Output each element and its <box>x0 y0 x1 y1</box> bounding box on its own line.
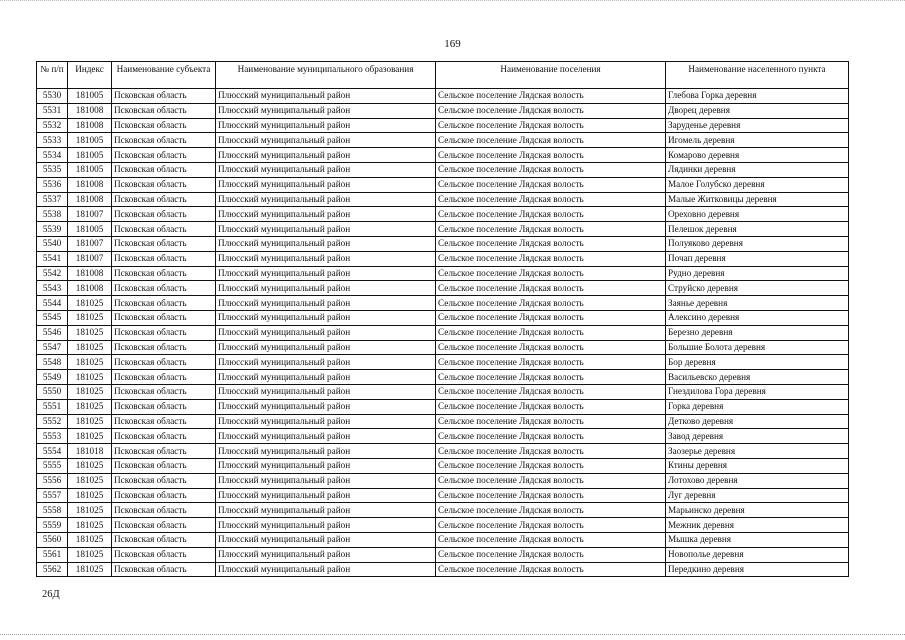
cell-settlement: Сельское поселение Лядская волость <box>436 89 666 104</box>
cell-locality: Комарово деревня <box>666 148 849 163</box>
cell-locality: Ктины деревня <box>666 458 849 473</box>
cell-num: 5544 <box>37 296 68 311</box>
cell-settlement: Сельское поселение Лядская волость <box>436 355 666 370</box>
cell-locality: Марьинско деревня <box>666 503 849 518</box>
cell-num: 5536 <box>37 177 68 192</box>
cell-settlement: Сельское поселение Лядская волость <box>436 473 666 488</box>
cell-settlement: Сельское поселение Лядская волость <box>436 162 666 177</box>
cell-municipality: Плюсский муниципальный район <box>216 547 436 562</box>
cell-settlement: Сельское поселение Лядская волость <box>436 118 666 133</box>
cell-locality: Почап деревня <box>666 251 849 266</box>
header-num-label: № п/п <box>40 64 64 74</box>
cell-num: 5533 <box>37 133 68 148</box>
cell-settlement: Сельское поселение Лядская волость <box>436 103 666 118</box>
cell-subject: Псковская область <box>112 89 216 104</box>
cell-index: 181008 <box>68 118 112 133</box>
cell-locality: Лотохово деревня <box>666 473 849 488</box>
cell-index: 181025 <box>68 562 112 577</box>
cell-settlement: Сельское поселение Лядская волость <box>436 547 666 562</box>
cell-settlement: Сельское поселение Лядская волость <box>436 414 666 429</box>
cell-municipality: Плюсский муниципальный район <box>216 162 436 177</box>
table-row <box>37 325 849 340</box>
cell-num: 5547 <box>37 340 68 355</box>
cell-index: 181007 <box>68 207 112 222</box>
cell-settlement: Сельское поселение Лядская волость <box>436 222 666 237</box>
cell-subject: Псковская область <box>112 133 216 148</box>
cell-index: 181025 <box>68 458 112 473</box>
cell-subject: Псковская область <box>112 222 216 237</box>
cell-municipality: Плюсский муниципальный район <box>216 266 436 281</box>
cell-subject: Псковская область <box>112 414 216 429</box>
table-row <box>37 266 849 281</box>
cell-index: 181018 <box>68 444 112 459</box>
cell-municipality: Плюсский муниципальный район <box>216 133 436 148</box>
cell-num: 5539 <box>37 222 68 237</box>
cell-municipality: Плюсский муниципальный район <box>216 370 436 385</box>
table-row <box>37 310 849 325</box>
cell-municipality: Плюсский муниципальный район <box>216 251 436 266</box>
cell-num: 5541 <box>37 251 68 266</box>
table-row <box>37 118 849 133</box>
cell-num: 5538 <box>37 207 68 222</box>
table-row <box>37 222 849 237</box>
header-subject-label: Наименование субъекта <box>116 64 211 74</box>
cell-subject: Псковская область <box>112 266 216 281</box>
cell-num: 5540 <box>37 236 68 251</box>
cell-settlement: Сельское поселение Лядская волость <box>436 133 666 148</box>
cell-municipality: Плюсский муниципальный район <box>216 192 436 207</box>
cell-subject: Псковская область <box>112 547 216 562</box>
table-row <box>37 296 849 311</box>
cell-subject: Псковская область <box>112 562 216 577</box>
cell-subject: Псковская область <box>112 118 216 133</box>
cell-index: 181008 <box>68 177 112 192</box>
cell-settlement: Сельское поселение Лядская волость <box>436 399 666 414</box>
cell-num: 5545 <box>37 310 68 325</box>
header-municipality: Наименование муниципального образования <box>216 62 436 89</box>
table-row <box>37 458 849 473</box>
cell-num: 5554 <box>37 444 68 459</box>
cell-settlement: Сельское поселение Лядская волость <box>436 562 666 577</box>
cell-municipality: Плюсский муниципальный район <box>216 325 436 340</box>
cell-subject: Псковская область <box>112 355 216 370</box>
cell-num: 5553 <box>37 429 68 444</box>
table-row <box>37 370 849 385</box>
table-row <box>37 444 849 459</box>
table-row <box>37 251 849 266</box>
cell-municipality: Плюсский муниципальный район <box>216 473 436 488</box>
table-row <box>37 177 849 192</box>
cell-municipality: Плюсский муниципальный район <box>216 177 436 192</box>
cell-settlement: Сельское поселение Лядская волость <box>436 340 666 355</box>
cell-subject: Псковская область <box>112 429 216 444</box>
cell-locality: Детково деревня <box>666 414 849 429</box>
cell-locality: Малое Голубско деревня <box>666 177 849 192</box>
table-row <box>37 399 849 414</box>
cell-settlement: Сельское поселение Лядская волость <box>436 325 666 340</box>
cell-locality: Новополье деревня <box>666 547 849 562</box>
cell-settlement: Сельское поселение Лядская волость <box>436 266 666 281</box>
scan-edge-bottom <box>0 634 905 638</box>
cell-subject: Псковская область <box>112 444 216 459</box>
cell-index: 181025 <box>68 429 112 444</box>
cell-num: 5531 <box>37 103 68 118</box>
cell-index: 181008 <box>68 103 112 118</box>
cell-index: 181025 <box>68 473 112 488</box>
header-settlement: Наименование поселения <box>436 62 666 89</box>
cell-locality: Луг деревня <box>666 488 849 503</box>
cell-municipality: Плюсский муниципальный район <box>216 518 436 533</box>
cell-num: 5542 <box>37 266 68 281</box>
cell-locality: Лядинки деревня <box>666 162 849 177</box>
cell-num: 5530 <box>37 89 68 104</box>
table-row <box>37 547 849 562</box>
cell-locality: Заозерье деревня <box>666 444 849 459</box>
cell-locality: Полуяково деревня <box>666 236 849 251</box>
cell-subject: Псковская область <box>112 310 216 325</box>
cell-index: 181005 <box>68 162 112 177</box>
cell-index: 181025 <box>68 325 112 340</box>
cell-index: 181025 <box>68 532 112 547</box>
cell-subject: Псковская область <box>112 162 216 177</box>
cell-settlement: Сельское поселение Лядская волость <box>436 370 666 385</box>
cell-municipality: Плюсский муниципальный район <box>216 503 436 518</box>
cell-settlement: Сельское поселение Лядская волость <box>436 384 666 399</box>
cell-settlement: Сельское поселение Лядская волость <box>436 207 666 222</box>
table-body <box>37 89 849 577</box>
table-row <box>37 89 849 104</box>
header-index: Индекс <box>68 62 112 89</box>
cell-locality: Алексино деревня <box>666 310 849 325</box>
cell-locality: Заянье деревня <box>666 296 849 311</box>
cell-municipality: Плюсский муниципальный район <box>216 488 436 503</box>
table-row <box>37 414 849 429</box>
cell-num: 5561 <box>37 547 68 562</box>
cell-locality: Дворец деревня <box>666 103 849 118</box>
cell-municipality: Плюсский муниципальный район <box>216 310 436 325</box>
table-row <box>37 518 849 533</box>
cell-index: 181007 <box>68 251 112 266</box>
header-row <box>37 62 849 89</box>
cell-settlement: Сельское поселение Лядская волость <box>436 532 666 547</box>
cell-settlement: Сельское поселение Лядская волость <box>436 518 666 533</box>
cell-subject: Псковская область <box>112 236 216 251</box>
table-row <box>37 384 849 399</box>
cell-settlement: Сельское поселение Лядская волость <box>436 281 666 296</box>
table-row <box>37 192 849 207</box>
cell-subject: Псковская область <box>112 192 216 207</box>
cell-index: 181025 <box>68 399 112 414</box>
cell-num: 5559 <box>37 518 68 533</box>
cell-subject: Псковская область <box>112 503 216 518</box>
cell-settlement: Сельское поселение Лядская волость <box>436 310 666 325</box>
page-number: 169 <box>444 38 461 50</box>
cell-num: 5546 <box>37 325 68 340</box>
cell-municipality: Плюсский муниципальный район <box>216 562 436 577</box>
cell-locality: Малые Житковицы деревня <box>666 192 849 207</box>
cell-index: 181025 <box>68 547 112 562</box>
cell-municipality: Плюсский муниципальный район <box>216 148 436 163</box>
cell-subject: Псковская область <box>112 296 216 311</box>
cell-num: 5535 <box>37 162 68 177</box>
cell-index: 181025 <box>68 370 112 385</box>
cell-settlement: Сельское поселение Лядская волость <box>436 251 666 266</box>
cell-index: 181025 <box>68 488 112 503</box>
cell-settlement: Сельское поселение Лядская волость <box>436 458 666 473</box>
cell-settlement: Сельское поселение Лядская волость <box>436 296 666 311</box>
cell-index: 181025 <box>68 355 112 370</box>
cell-municipality: Плюсский муниципальный район <box>216 118 436 133</box>
cell-settlement: Сельское поселение Лядская волость <box>436 236 666 251</box>
cell-municipality: Плюсский муниципальный район <box>216 103 436 118</box>
table-row <box>37 281 849 296</box>
cell-municipality: Плюсский муниципальный район <box>216 384 436 399</box>
cell-locality: Васильевско деревня <box>666 370 849 385</box>
header-subject <box>112 62 216 89</box>
cell-index: 181025 <box>68 384 112 399</box>
cell-subject: Псковская область <box>112 370 216 385</box>
table-row <box>37 340 849 355</box>
table-row <box>37 133 849 148</box>
cell-index: 181005 <box>68 222 112 237</box>
cell-index: 181025 <box>68 518 112 533</box>
cell-index: 181007 <box>68 236 112 251</box>
table-row <box>37 503 849 518</box>
cell-municipality: Плюсский муниципальный район <box>216 414 436 429</box>
cell-municipality: Плюсский муниципальный район <box>216 458 436 473</box>
cell-locality: Березно деревня <box>666 325 849 340</box>
cell-locality: Струйско деревня <box>666 281 849 296</box>
cell-municipality: Плюсский муниципальный район <box>216 89 436 104</box>
table-row <box>37 162 849 177</box>
table-row <box>37 355 849 370</box>
table-row <box>37 103 849 118</box>
cell-index: 181005 <box>68 148 112 163</box>
scan-edge-top <box>0 0 905 4</box>
cell-municipality: Плюсский муниципальный район <box>216 532 436 547</box>
cell-subject: Псковская область <box>112 340 216 355</box>
cell-subject: Псковская область <box>112 177 216 192</box>
cell-index: 181008 <box>68 281 112 296</box>
cell-subject: Псковская область <box>112 384 216 399</box>
header-locality: Наименование населенного пункта <box>666 62 849 89</box>
cell-subject: Псковская область <box>112 325 216 340</box>
cell-num: 5562 <box>37 562 68 577</box>
cell-num: 5551 <box>37 399 68 414</box>
cell-subject: Псковская область <box>112 532 216 547</box>
table-row <box>37 562 849 577</box>
cell-settlement: Сельское поселение Лядская волость <box>436 148 666 163</box>
cell-subject: Псковская область <box>112 488 216 503</box>
cell-municipality: Плюсский муниципальный район <box>216 340 436 355</box>
cell-settlement: Сельское поселение Лядская волость <box>436 192 666 207</box>
cell-settlement: Сельское поселение Лядская волость <box>436 429 666 444</box>
cell-settlement: Сельское поселение Лядская волость <box>436 444 666 459</box>
cell-num: 5548 <box>37 355 68 370</box>
cell-locality: Рудно деревня <box>666 266 849 281</box>
cell-locality: Большие Болота деревня <box>666 340 849 355</box>
cell-locality: Заруденье деревня <box>666 118 849 133</box>
cell-num: 5556 <box>37 473 68 488</box>
cell-locality: Передкино деревня <box>666 562 849 577</box>
cell-municipality: Плюсский муниципальный район <box>216 429 436 444</box>
cell-num: 5549 <box>37 370 68 385</box>
cell-index: 181008 <box>68 192 112 207</box>
cell-locality: Бор деревня <box>666 355 849 370</box>
cell-subject: Псковская область <box>112 207 216 222</box>
cell-num: 5537 <box>37 192 68 207</box>
cell-index: 181025 <box>68 503 112 518</box>
table-row <box>37 473 849 488</box>
cell-subject: Псковская область <box>112 251 216 266</box>
table-row <box>37 532 849 547</box>
cell-index: 181025 <box>68 296 112 311</box>
cell-subject: Псковская область <box>112 518 216 533</box>
cell-index: 181025 <box>68 310 112 325</box>
cell-index: 181005 <box>68 89 112 104</box>
cell-locality: Гнездилова Гора деревня <box>666 384 849 399</box>
cell-index: 181025 <box>68 340 112 355</box>
cell-num: 5532 <box>37 118 68 133</box>
cell-municipality: Плюсский муниципальный район <box>216 399 436 414</box>
table-row <box>37 429 849 444</box>
cell-subject: Псковская область <box>112 473 216 488</box>
cell-settlement: Сельское поселение Лядская волость <box>436 488 666 503</box>
cell-municipality: Плюсский муниципальный район <box>216 222 436 237</box>
cell-num: 5534 <box>37 148 68 163</box>
cell-subject: Псковская область <box>112 399 216 414</box>
cell-locality: Ореховно деревня <box>666 207 849 222</box>
cell-subject: Псковская область <box>112 148 216 163</box>
cell-locality: Завод деревня <box>666 429 849 444</box>
table-row <box>37 207 849 222</box>
cell-municipality: Плюсский муниципальный район <box>216 296 436 311</box>
cell-num: 5555 <box>37 458 68 473</box>
cell-locality: Игомель деревня <box>666 133 849 148</box>
cell-subject: Псковская область <box>112 458 216 473</box>
cell-subject: Псковская область <box>112 281 216 296</box>
cell-index: 181008 <box>68 266 112 281</box>
cell-locality: Межник деревня <box>666 518 849 533</box>
cell-num: 5550 <box>37 384 68 399</box>
cell-num: 5558 <box>37 503 68 518</box>
cell-num: 5560 <box>37 532 68 547</box>
cell-municipality: Плюсский муниципальный район <box>216 281 436 296</box>
locality-table <box>36 61 849 577</box>
cell-index: 181025 <box>68 414 112 429</box>
cell-municipality: Плюсский муниципальный район <box>216 236 436 251</box>
table-header <box>37 62 849 89</box>
cell-num: 5552 <box>37 414 68 429</box>
footer-code: 26Д <box>42 589 60 600</box>
cell-num: 5543 <box>37 281 68 296</box>
cell-municipality: Плюсский муниципальный район <box>216 207 436 222</box>
cell-subject: Псковская область <box>112 103 216 118</box>
cell-settlement: Сельское поселение Лядская волость <box>436 503 666 518</box>
cell-locality: Глебова Горка деревня <box>666 89 849 104</box>
table-row <box>37 148 849 163</box>
cell-num: 5557 <box>37 488 68 503</box>
cell-locality: Горка деревня <box>666 399 849 414</box>
cell-index: 181005 <box>68 133 112 148</box>
cell-locality: Мышка деревня <box>666 532 849 547</box>
cell-municipality: Плюсский муниципальный район <box>216 355 436 370</box>
cell-settlement: Сельское поселение Лядская волость <box>436 177 666 192</box>
header-num <box>37 62 68 89</box>
table-row <box>37 488 849 503</box>
cell-locality: Пелешок деревня <box>666 222 849 237</box>
table-row <box>37 236 849 251</box>
cell-municipality: Плюсский муниципальный район <box>216 444 436 459</box>
